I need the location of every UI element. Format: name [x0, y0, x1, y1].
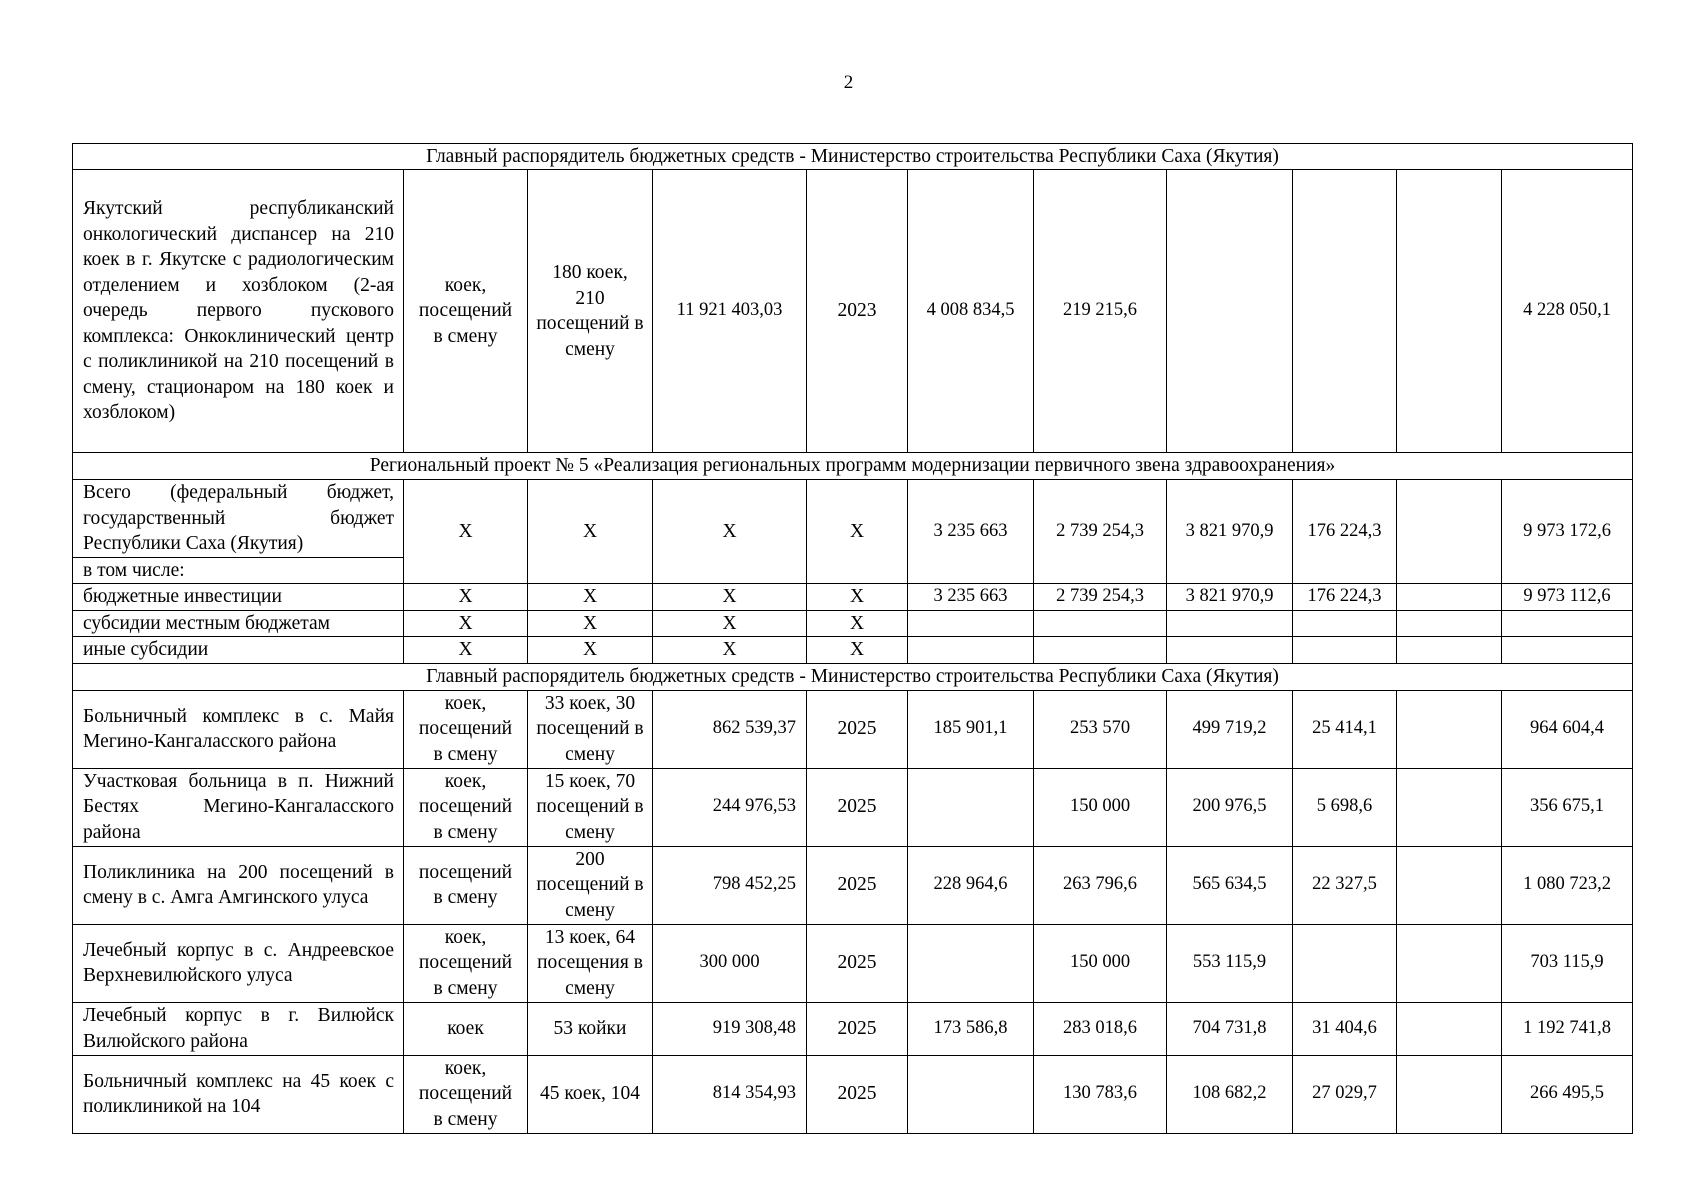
value-cell: 4 008 834,5 — [908, 170, 1034, 453]
capacity-cell: 200 посещений в смену — [528, 846, 653, 924]
x-cell: Х — [528, 584, 653, 611]
cost-cell: 244 976,53 — [653, 768, 807, 846]
value-cell: 228 964,6 — [908, 846, 1034, 924]
table-row — [73, 170, 1633, 453]
unit-cell: посещений в смену — [404, 846, 528, 924]
cost-cell: 862 539,37 — [653, 690, 807, 768]
unit-cell: коек, посещений в смену — [404, 768, 528, 846]
value-cell — [1397, 584, 1502, 611]
capacity-cell: 13 коек, 64 посещения в смену — [528, 924, 653, 1002]
value-cell: 200 976,5 — [1167, 768, 1293, 846]
capacity-cell: 53 койки — [528, 1002, 653, 1055]
row-label: иные субсидии — [73, 637, 404, 664]
value-cell — [1397, 768, 1502, 846]
value-cell — [1034, 637, 1167, 664]
x-cell: Х — [653, 637, 807, 664]
unit-cell: коек, посещений в смену — [404, 690, 528, 768]
section-header: Региональный проект № 5 «Реализация региональных программ модернизации первичного звена здравоохранения» — [73, 453, 1633, 480]
value-cell — [1397, 480, 1502, 584]
value-cell: 3 821 970,9 — [1167, 480, 1293, 584]
value-cell: 31 404,6 — [1293, 1002, 1397, 1055]
value-cell — [1293, 610, 1397, 637]
table-row — [73, 1055, 1633, 1133]
value-cell: 499 719,2 — [1167, 690, 1293, 768]
x-cell: Х — [653, 584, 807, 611]
object-name: Лечебный корпус в г. Вилюйск Вилюйского района — [73, 1002, 404, 1055]
capacity-cell: 45 коек, 104 — [528, 1055, 653, 1133]
value-cell: 27 029,7 — [1293, 1055, 1397, 1133]
value-cell — [1167, 170, 1293, 453]
table-row — [73, 846, 1633, 924]
value-cell: 5 698,6 — [1293, 768, 1397, 846]
value-cell: 704 731,8 — [1167, 1002, 1293, 1055]
value-cell — [1293, 170, 1397, 453]
object-name: Больничный комплекс в с. Майя Мегино-Кангаласского района — [73, 690, 404, 768]
table-row — [73, 924, 1633, 1002]
total-cell: 356 675,1 — [1502, 768, 1633, 846]
cost-cell: 300 000 — [653, 924, 807, 1002]
total-cell: 1 192 741,8 — [1502, 1002, 1633, 1055]
value-cell — [908, 768, 1034, 846]
including-label: в том числе: — [73, 557, 404, 584]
x-cell: Х — [528, 637, 653, 664]
value-cell — [1397, 637, 1502, 664]
total-cell: 9 973 172,6 — [1502, 480, 1633, 584]
value-cell: 25 414,1 — [1293, 690, 1397, 768]
section-header-row — [73, 453, 1633, 480]
total-cell: 703 115,9 — [1502, 924, 1633, 1002]
cost-cell: 919 308,48 — [653, 1002, 807, 1055]
page-number: 2 — [843, 72, 854, 93]
value-cell: 553 115,9 — [1167, 924, 1293, 1002]
value-cell — [908, 924, 1034, 1002]
table-row — [73, 690, 1633, 768]
year-cell: 2025 — [807, 768, 908, 846]
value-cell — [908, 610, 1034, 637]
section-header-row — [73, 663, 1633, 690]
section-header: Главный распорядитель бюджетных средств - Министерство строительства Республики Саха (Якутия) — [73, 663, 1633, 690]
table-row — [73, 637, 1633, 664]
value-cell: 565 634,5 — [1167, 846, 1293, 924]
x-cell: Х — [528, 480, 653, 584]
value-cell: 283 018,6 — [1034, 1002, 1167, 1055]
x-cell: Х — [404, 480, 528, 584]
object-name: Лечебный корпус в с. Андреевское Верхневилюйского улуса — [73, 924, 404, 1002]
value-cell: 176 224,3 — [1293, 480, 1397, 584]
capacity-cell: 33 коек, 30 посещений в смену — [528, 690, 653, 768]
year-cell: 2025 — [807, 846, 908, 924]
total-cell — [1502, 610, 1633, 637]
total-cell — [1502, 637, 1633, 664]
value-cell: 253 570 — [1034, 690, 1167, 768]
table-row — [73, 480, 1633, 558]
value-cell: 3 235 663 — [908, 584, 1034, 611]
year-cell: 2025 — [807, 690, 908, 768]
capacity-cell: 15 коек, 70 посещений в смену — [528, 768, 653, 846]
x-cell: Х — [404, 610, 528, 637]
cost-cell: 798 452,25 — [653, 846, 807, 924]
year-cell: 2025 — [807, 1002, 908, 1055]
total-cell: 4 228 050,1 — [1502, 170, 1633, 453]
row-label: бюджетные инвестиции — [73, 584, 404, 611]
value-cell — [908, 637, 1034, 664]
value-cell — [908, 1055, 1034, 1133]
value-cell — [1167, 637, 1293, 664]
table-row — [73, 584, 1633, 611]
value-cell — [1397, 924, 1502, 1002]
section-header: Главный распорядитель бюджетных средств - Министерство строительства Республики Саха (Якутия) — [73, 144, 1633, 170]
table-row — [73, 610, 1633, 637]
value-cell: 185 901,1 — [908, 690, 1034, 768]
unit-cell: коек — [404, 1002, 528, 1055]
row-label: субсидии местным бюджетам — [73, 610, 404, 637]
unit-cell: коек, посещений в смену — [404, 1055, 528, 1133]
value-cell: 2 739 254,3 — [1034, 584, 1167, 611]
cost-cell: 11 921 403,03 — [653, 170, 807, 453]
x-cell: Х — [807, 610, 908, 637]
value-cell: 22 327,5 — [1293, 846, 1397, 924]
value-cell — [1167, 610, 1293, 637]
year-cell: 2025 — [807, 1055, 908, 1133]
value-cell — [1397, 170, 1502, 453]
x-cell: Х — [528, 610, 653, 637]
section-header-row — [73, 144, 1633, 170]
x-cell: Х — [807, 584, 908, 611]
value-cell: 3 235 663 — [908, 480, 1034, 584]
capacity-cell: 180 коек, 210 посещений в смену — [528, 170, 653, 453]
value-cell: 150 000 — [1034, 924, 1167, 1002]
x-cell: Х — [404, 584, 528, 611]
x-cell: Х — [404, 637, 528, 664]
table-row — [73, 1002, 1633, 1055]
total-label: Всего (федеральный бюджет, государственный бюджет Республики Саха (Якутия) — [73, 480, 404, 558]
value-cell: 130 783,6 — [1034, 1055, 1167, 1133]
cost-cell: 814 354,93 — [653, 1055, 807, 1133]
value-cell: 108 682,2 — [1167, 1055, 1293, 1133]
value-cell — [1397, 1055, 1502, 1133]
total-cell: 1 080 723,2 — [1502, 846, 1633, 924]
value-cell: 2 739 254,3 — [1034, 480, 1167, 584]
value-cell: 150 000 — [1034, 768, 1167, 846]
value-cell — [1397, 846, 1502, 924]
x-cell: Х — [653, 610, 807, 637]
unit-cell: коек, посещений в смену — [404, 924, 528, 1002]
x-cell: Х — [807, 480, 908, 584]
x-cell: Х — [807, 637, 908, 664]
x-cell: Х — [653, 480, 807, 584]
object-name: Поликлиника на 200 посещений в смену в с. Амга Амгинского улуса — [73, 846, 404, 924]
unit-cell: коек, посещений в смену — [404, 170, 528, 453]
value-cell: 263 796,6 — [1034, 846, 1167, 924]
value-cell: 3 821 970,9 — [1167, 584, 1293, 611]
value-cell: 173 586,8 — [908, 1002, 1034, 1055]
object-name: Участковая больница в п. Нижний Бестях Мегино-Кангаласского района — [73, 768, 404, 846]
total-cell: 964 604,4 — [1502, 690, 1633, 768]
value-cell — [1397, 1002, 1502, 1055]
value-cell — [1293, 637, 1397, 664]
total-cell: 9 973 112,6 — [1502, 584, 1633, 611]
budget-table — [72, 143, 1633, 1134]
object-name: Больничный комплекс на 45 коек с поликлиникой на 104 — [73, 1055, 404, 1133]
value-cell: 219 215,6 — [1034, 170, 1167, 453]
year-cell: 2023 — [807, 170, 908, 453]
table-row — [73, 768, 1633, 846]
value-cell — [1397, 690, 1502, 768]
value-cell — [1397, 610, 1502, 637]
value-cell: 176 224,3 — [1293, 584, 1397, 611]
value-cell — [1034, 610, 1167, 637]
value-cell — [1293, 924, 1397, 1002]
total-cell: 266 495,5 — [1502, 1055, 1633, 1133]
year-cell: 2025 — [807, 924, 908, 1002]
object-name: Якутский республиканский онкологический диспансер на 210 коек в г. Якутске с радиологическим отделением и хозблоком (2-ая очередь первого пускового комплекса: Онкоклинический центр с поликлиникой на 210 посещений в смену, стационаром на 180 коек и хозблоком) — [73, 170, 404, 453]
